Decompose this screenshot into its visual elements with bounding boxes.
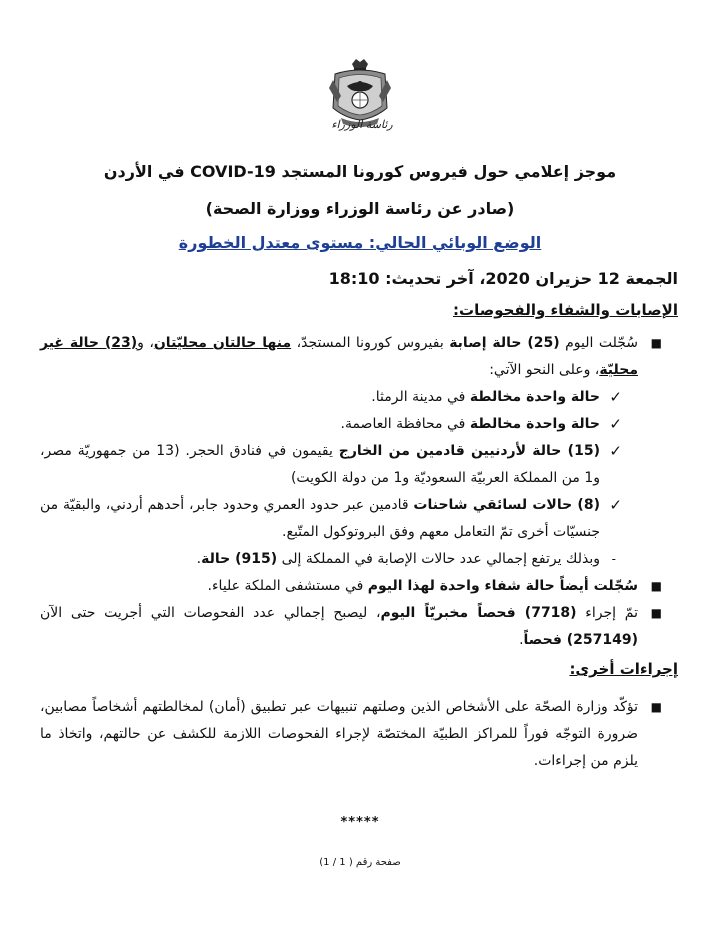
square-bullet-icon: ■ — [650, 336, 662, 350]
section-heading-cases: الإصابات والشفاء والفحوصات: — [453, 301, 678, 319]
checkmark-icon: ✓ — [609, 496, 622, 514]
document-title: موجز إعلامي حول فيروس كورونا المستجد COVID-19 في الأردن — [103, 162, 617, 181]
square-bullet-icon: ■ — [650, 579, 662, 593]
sub-item-contact-ramtha: ✓ حالة واحدة مخالطة في مدينة الرمثا. — [40, 384, 678, 411]
square-bullet-icon: ■ — [650, 606, 662, 620]
sub-item-contact-amman: ✓ حالة واحدة مخالطة في محافظة العاصمة. — [40, 411, 678, 438]
sub-item-returnees: ✓ (15) حالة لأردنيين قادمين من الخارج يقيمون في فنادق الحجر. (13 من جمهوريّة مصر، و1 من المملكة العربيّة السعوديّة و1 من دولة الكويت) — [40, 438, 678, 492]
checkmark-icon: ✓ — [609, 442, 622, 460]
date-update-line: الجمعة 12 حزيران 2020، آخر تحديث: 18:10 — [328, 269, 678, 288]
list-item-new-cases: ■ سُجّلت اليوم (25) حالة إصابة بفيروس كورونا المستجدّ، منها حالتان محليّتان، و(23) حالة غير محليّة، وعلى النحو الآتي: — [40, 330, 678, 384]
document-subtitle: (صادر عن رئاسة الوزراء ووزارة الصحة) — [205, 199, 515, 218]
section-cases-body — [40, 330, 678, 654]
sub-item-truck-drivers: ✓ (8) حالات لسائقي شاحنات قادمين عبر حدود العمري وحدود جابر، أحدهم أردني، والبقيّة من جنسيّات أخرى تمّ التعامل معهم وفق البروتوكول المتّبع. — [40, 492, 678, 546]
square-bullet-icon: ■ — [650, 700, 662, 714]
checkmark-icon: ✓ — [609, 415, 622, 433]
page-number: صفحة رقم ( 1 / 1) — [319, 857, 401, 868]
epidemic-status-line: الوضع الوبائي الحالي: مستوى معتدل الخطورة — [178, 233, 542, 252]
total-cases-line: - وبذلك يرتفع إجمالي عدد حالات الإصابة في المملكة إلى (915) حالة. — [40, 546, 678, 573]
dash-marker: - — [611, 552, 616, 566]
separator-stars: ***** — [340, 815, 380, 830]
checkmark-icon: ✓ — [609, 388, 622, 406]
section-heading-other-measures: إجراءات أخرى: — [569, 660, 678, 678]
emblem-caption: رئاسة الوزراء — [331, 118, 393, 131]
section-other-body — [40, 694, 678, 775]
list-item-aman-app: ■ تؤكّد وزارة الصحّة على الأشخاص الذين وصلتهم تنبيهات عبر تطبيق (أمان) لمخالطتهم أشخاصاً مصابين، ضرورة التوجّه فوراً للمراكز الطبيّة المختصّة لإجراء الفحوصات اللازمة للكشف عن حالتهم، واتخاذ ما يلزم من إجراءات. — [40, 694, 678, 775]
list-item-recovery: ■ سُجّلت أيضاً حالة شفاء واحدة لهذا اليوم في مستشفى الملكة علياء. — [40, 573, 678, 600]
list-item-tests: ■ تمّ إجراء (7718) فحصاً مخبريّاً اليوم، ليصبح إجمالي عدد الفحوصات التي أجريت حتى الآن (257149) فحصاً. — [40, 600, 678, 654]
